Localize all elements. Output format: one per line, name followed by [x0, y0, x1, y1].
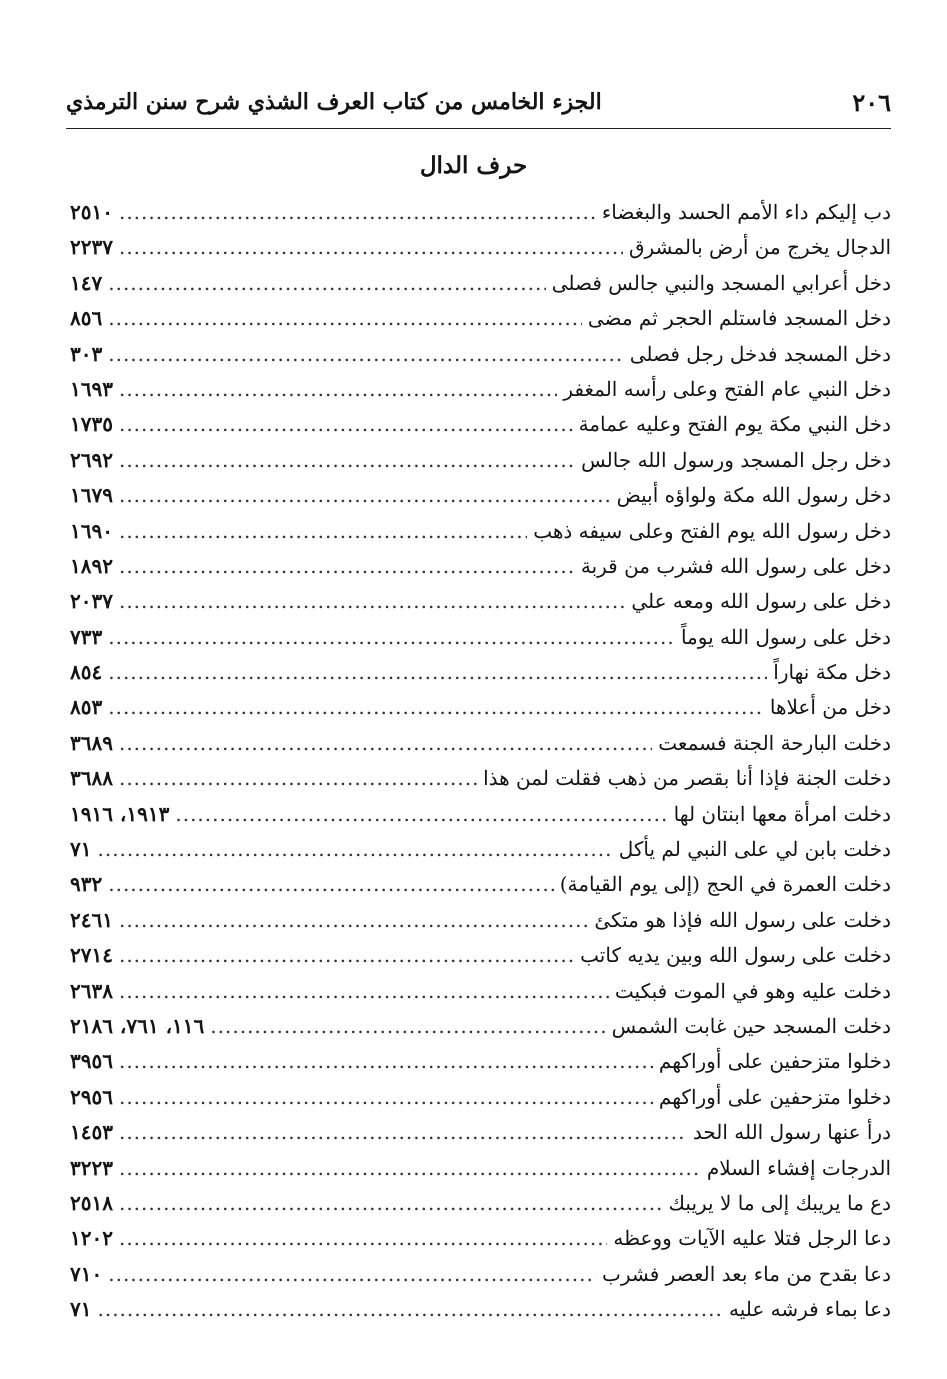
dot-leader [119, 549, 575, 584]
dot-leader [119, 1080, 653, 1115]
index-entry [70, 230, 891, 265]
entry-reference-number: ١٦٧٩ [70, 483, 113, 508]
entry-text: دعا الرجل فتلا عليه الآيات ووعظه [613, 1226, 891, 1251]
entry-reference-number: ١٨٩٢ [70, 553, 113, 578]
entry-text: دخلت البارحة الجنة فسمعت [658, 730, 891, 755]
entry-reference-number: ٩٣٢ [70, 872, 103, 897]
entry-text: دخل المسجد فاستلم الحجر ثم مضى [587, 306, 891, 331]
entry-text: دخلت العمرة في الحج (إلى يوم القيامة) [559, 872, 891, 897]
index-entry [70, 620, 891, 655]
entry-reference-number: ٢٦٣٨ [70, 978, 113, 1003]
index-entry [70, 1257, 891, 1292]
dot-leader [97, 832, 612, 867]
dot-leader [108, 1257, 596, 1292]
dot-leader [119, 726, 652, 761]
header-divider [66, 128, 891, 129]
index-entry [70, 1186, 891, 1221]
entry-reference-number: ١٢٠٢ [70, 1226, 113, 1251]
dot-leader [119, 514, 527, 549]
index-entry [70, 974, 891, 1009]
index-entry [70, 478, 891, 513]
dot-leader [119, 584, 625, 619]
entry-text: دخل رسول الله مكة ولواؤه أبيض [616, 483, 891, 508]
entry-text: دخل النبي عام الفتح وعلى رأسه المغفر [563, 376, 891, 401]
index-entry [70, 195, 891, 230]
index-entry [70, 903, 891, 938]
index-entry [70, 549, 891, 584]
entry-reference-number: ٣٠٣ [70, 341, 103, 366]
index-entry [70, 867, 891, 902]
dot-leader [108, 655, 767, 690]
entry-reference-number: ٢٧١٤ [70, 943, 113, 968]
entry-reference-number: ٣٢٢٣ [70, 1155, 113, 1180]
entry-reference-number: ٢٤٦١ [70, 907, 113, 932]
dot-leader [119, 1221, 607, 1256]
dot-leader [119, 938, 574, 973]
dot-leader [119, 1044, 653, 1079]
entry-text: دخل أعرابي المسجد والنبي جالس فصلى [551, 270, 891, 295]
entry-reference-number: ٨٥٦ [70, 306, 103, 331]
index-entry [70, 514, 891, 549]
dot-leader [175, 797, 667, 832]
dot-leader [119, 372, 557, 407]
entry-reference-number: ٢٥١٠ [70, 200, 113, 224]
entry-reference-number: ١٧٣٥ [70, 412, 113, 437]
dot-leader [119, 443, 575, 478]
dot-leader [108, 337, 624, 372]
entry-reference-number: ٨٥٤ [70, 660, 103, 685]
dot-leader [119, 478, 611, 513]
entry-text: دخل على رسول الله فشرب من قربة [580, 553, 891, 578]
entry-reference-number: ٧٣٣ [70, 624, 103, 649]
dot-leader [108, 867, 553, 902]
index-entry [70, 1080, 891, 1115]
entry-reference-number: ٢٩٥٦ [70, 1084, 113, 1109]
index-entry [70, 1009, 891, 1044]
entry-text: دخل على رسول الله يوماً [680, 624, 891, 649]
index-entry [70, 1292, 891, 1327]
index-entry [70, 655, 891, 690]
entry-reference-number: ٣٩٥٦ [70, 1049, 113, 1074]
entry-text: الدجال يخرج من أرض بالمشرق [628, 235, 891, 260]
entry-text: دخلوا متزحفين على أوراكهم [658, 1049, 891, 1074]
entry-reference-number: ٢٠٣٧ [70, 589, 113, 614]
index-entry [70, 584, 891, 619]
entry-reference-number: ١١٦، ٧٦١، ٢١٨٦ [70, 1013, 205, 1038]
dot-leader [119, 974, 609, 1009]
entry-reference-number: ٣٦٨٩ [70, 730, 113, 755]
entry-reference-number: ١٦٩٣ [70, 376, 113, 401]
entry-text: دب إليكم داء الأمم الحسد والبغضاء [601, 200, 891, 224]
entry-text: دخل مكة نهاراً [773, 660, 891, 685]
dot-leader [210, 1009, 605, 1044]
dot-leader [119, 761, 477, 796]
entry-reference-number: ٧١ [70, 837, 92, 862]
dot-leader [119, 1151, 701, 1186]
entry-text: درأ عنها رسول الله الحد [692, 1120, 891, 1145]
dot-leader [108, 690, 764, 725]
index-entry [70, 1044, 891, 1079]
entry-reference-number: ١٤٥٣ [70, 1120, 113, 1145]
entry-text: دخلت المسجد حين غابت الشمس [611, 1013, 891, 1038]
index-entry [70, 372, 891, 407]
index-entry [70, 301, 891, 336]
index-entry [70, 1151, 891, 1186]
running-title: الجزء الخامس من كتاب العرف الشذي شرح سنن الترمذي [66, 89, 602, 115]
index-list [70, 195, 891, 1328]
index-entry [70, 797, 891, 832]
entry-text: دخل على رسول الله ومعه علي [631, 589, 891, 614]
entry-reference-number: ١٦٩٠ [70, 518, 113, 543]
entry-text: دخلوا متزحفين على أوراكهم [658, 1084, 891, 1109]
dot-leader [119, 230, 623, 265]
entry-text: دخلت على رسول الله وبين يديه كاتب [580, 943, 891, 968]
entry-reference-number: ١٤٧ [70, 270, 103, 295]
index-entry [70, 1115, 891, 1150]
page-header [66, 82, 891, 122]
dot-leader [97, 1292, 722, 1327]
entry-text: دخلت امرأة معها ابنتان لها [673, 801, 891, 826]
page-number: ٢٠٦ [852, 87, 891, 117]
index-entry [70, 1221, 891, 1256]
entry-reference-number: ٧١٠ [70, 1261, 103, 1286]
dot-leader [119, 1186, 663, 1221]
entry-text: دخلت الجنة فإذا أنا بقصر من ذهب فقلت لمن هذا [483, 766, 891, 791]
index-entry [70, 407, 891, 442]
dot-leader [119, 407, 573, 442]
entry-text: دعا بماء فرشه عليه [728, 1297, 891, 1322]
entry-reference-number: ١٩١٣، ١٩١٦ [70, 801, 170, 826]
entry-text: دخل المسجد فدخل رجل فصلى [629, 341, 891, 366]
dot-leader [108, 301, 582, 336]
index-entry [70, 832, 891, 867]
entry-text: دخلت على رسول الله فإذا هو متكئ [594, 907, 891, 932]
entry-reference-number: ٣٦٨٨ [70, 766, 113, 791]
dot-leader [119, 1115, 687, 1150]
index-entry [70, 337, 891, 372]
entry-text: دخلت بابن لي على النبي لم يأكل [618, 837, 891, 862]
index-entry [70, 266, 891, 301]
entry-text: دخل النبي مكة يوم الفتح وعليه عمامة [578, 412, 891, 437]
dot-leader [108, 620, 675, 655]
index-entry [70, 761, 891, 796]
entry-reference-number: ٢٦٩٢ [70, 447, 113, 472]
entry-text: دخلت عليه وهو في الموت فبكيت [614, 978, 891, 1003]
index-entry [70, 726, 891, 761]
index-entry [70, 938, 891, 973]
dot-leader [108, 266, 545, 301]
entry-text: دعا بقدح من ماء بعد العصر فشرب [602, 1261, 891, 1286]
dot-leader [119, 195, 596, 230]
index-entry [70, 443, 891, 478]
entry-text: دع ما يريبك إلى ما لا يريبك [668, 1190, 891, 1215]
index-entry [70, 690, 891, 725]
entry-reference-number: ٢٢٣٧ [70, 235, 113, 260]
section-heading: حرف الدال [419, 152, 528, 179]
entry-reference-number: ٧١ [70, 1297, 92, 1322]
entry-reference-number: ٨٥٣ [70, 695, 103, 720]
entry-text: الدرجات إفشاء السلام [706, 1155, 891, 1180]
entry-text: دخل رجل المسجد ورسول الله جالس [581, 447, 891, 472]
entry-text: دخل رسول الله يوم الفتح وعلى سيفه ذهب [533, 518, 891, 543]
entry-text: دخل من أعلاها [769, 695, 891, 720]
entry-reference-number: ٢٥١٨ [70, 1190, 113, 1215]
dot-leader [119, 903, 588, 938]
